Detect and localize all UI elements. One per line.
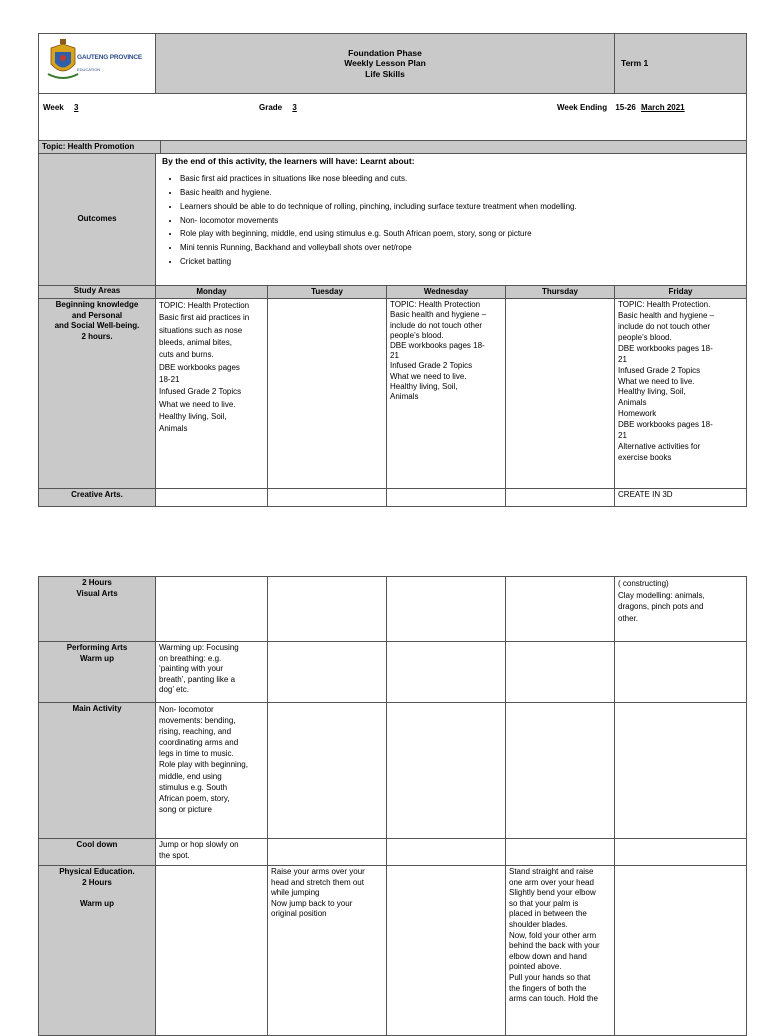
cd-wednesday (387, 839, 506, 866)
outcome-item: • Basic health and hygiene. (180, 188, 740, 199)
cd-tuesday (268, 839, 387, 866)
week-ending-days: 15-26 (615, 102, 636, 112)
header-study-areas: Study Areas (39, 285, 156, 299)
outcome-item: • Cricket batting (180, 257, 740, 268)
header-thursday: Thursday (506, 285, 615, 299)
cd-thursday (506, 839, 615, 866)
outcome-item: • Basic first aid practices in situations like nose bleeding and cuts. (180, 174, 740, 185)
ma-wednesday (387, 703, 506, 839)
performing-arts-label: Performing Arts Warm up (39, 642, 156, 703)
bk-label: Beginning knowledge and Personal and Social Well-being. 2 hours. (39, 299, 156, 489)
cd-monday: Jump or hop slowly on the spot. (156, 839, 268, 866)
pa-friday (615, 642, 747, 703)
main-activity-label: Main Activity (39, 703, 156, 839)
outcome-item: • Mini tennis Running, Backhand and volleyball shots over net/rope (180, 243, 740, 254)
week-ending-label: Week Ending (557, 102, 608, 112)
pe-label: Physical Education. 2 Hours Warm up (39, 866, 156, 1036)
pa-tuesday (268, 642, 387, 703)
title-line-2: Weekly Lesson Plan (344, 58, 426, 69)
pe-wednesday (387, 866, 506, 1036)
outcomes-label: Outcomes (77, 213, 117, 223)
pe-tuesday: Raise your arms over your head and stretch them out while jumping Now jump back to your original position (268, 866, 387, 1036)
header-friday: Friday (615, 285, 747, 299)
outcomes-intro: By the end of this activity, the learners will have: Learnt about: (162, 155, 415, 166)
va-monday (156, 577, 268, 642)
ma-monday: Non- locomotor movements: bending, rising, reaching, and coordinating arms and legs in time to music. Role play with beginning, middle, end using stimulus e.g. South African poem, story, song or picture (156, 703, 268, 839)
bk-tuesday (268, 299, 387, 489)
ca-monday (156, 489, 268, 507)
topic-row (39, 140, 747, 153)
visual-arts-label: 2 Hours Visual Arts (39, 577, 156, 642)
outcomes-label-cell (39, 153, 156, 285)
bk-monday: TOPIC: Health Protection Basic first aid practices in situations such as nose bleeds, animal bites, cuts and burns. DBE workbooks pages 18-21 Infused Grade 2 Topics What we need to live. Healthy living, Soil, Animals (156, 299, 268, 489)
outcome-item: • Role play with beginning, middle, end using stimulus e.g. South African poem, story, song or picture (180, 229, 740, 240)
topic-label: Topic: Health Promotion (39, 141, 161, 153)
outcomes-content-cell (156, 153, 747, 285)
va-wednesday (387, 577, 506, 642)
pa-thursday (506, 642, 615, 703)
week-ending-month: March 2021 (641, 102, 685, 112)
cd-friday (615, 839, 747, 866)
outcome-item: • Non- locomotor movements (180, 216, 740, 227)
lesson-plan-table-page1 (38, 33, 747, 507)
cool-down-label: Cool down (39, 839, 156, 866)
week-info-row (39, 93, 747, 140)
bk-wednesday: TOPIC: Health Protection Basic health and hygiene – include do not touch other people’s blood. DBE workbooks pages 18- 21 Infused Grade 2 Topics What we need to live. Healthy living, Soil, Animals (387, 299, 506, 489)
header-monday: Monday (156, 285, 268, 299)
header-tuesday: Tuesday (268, 285, 387, 299)
ma-tuesday (268, 703, 387, 839)
gauteng-logo (39, 34, 155, 93)
logo-cell (39, 34, 156, 94)
ma-thursday (506, 703, 615, 839)
pa-monday: Warming up: Focusing on breathing: e.g. ‘painting with your breath’, panting like a dog’ etc. (156, 642, 268, 703)
va-friday: ( constructing) Clay modelling: animals, dragons, pinch pots and other. (615, 577, 747, 642)
ca-wednesday (387, 489, 506, 507)
pe-friday (615, 866, 747, 1036)
grade-value: 3 (292, 102, 297, 112)
outcomes-list (162, 174, 740, 267)
ca-friday: CREATE IN 3D (615, 489, 747, 507)
lesson-plan-table-page2 (38, 576, 747, 1036)
ma-friday (615, 703, 747, 839)
ca-tuesday (268, 489, 387, 507)
logo-subtext: EDUCATION (77, 67, 101, 72)
title-line-1: Foundation Phase (348, 47, 422, 58)
title-line-3: Life Skills (365, 68, 405, 79)
creative-arts-label: Creative Arts. (39, 489, 156, 507)
pe-monday (156, 866, 268, 1036)
logo-text: GAUTENG PROVINCE (77, 54, 143, 61)
week-value: 3 (74, 102, 79, 112)
term-label: Term 1 (621, 58, 649, 68)
pe-thursday: Stand straight and raise one arm over your head Slightly bend your elbow so that your palm is placed in between the shoulder blades. Now, fold your other arm behind the back with your elbow down and hand pointed above. Pull your hands so that the fingers of both the arms can touch. Hold the (506, 866, 615, 1036)
header-wednesday: Wednesday (387, 285, 506, 299)
bk-thursday (506, 299, 615, 489)
term-cell (615, 34, 747, 94)
va-tuesday (268, 577, 387, 642)
plan-title-cell (156, 34, 615, 94)
bk-friday: TOPIC: Health Protection. Basic health and hygiene – include do not touch other people’s blood. DBE workbooks pages 18- 21 Infused Grade 2 Topics What we need to live. Healthy living, Soil, Animals Homework DBE workbooks pages 18- 21 Alternative activities for exercise books (615, 299, 747, 489)
outcome-item: • Learners should be able to do technique of rolling, pinching, including surface texture treatment when modelling. (180, 202, 740, 213)
grade-label: Grade (259, 102, 283, 112)
va-thursday (506, 577, 615, 642)
week-label: Week (43, 102, 64, 112)
ca-thursday (506, 489, 615, 507)
pa-wednesday (387, 642, 506, 703)
